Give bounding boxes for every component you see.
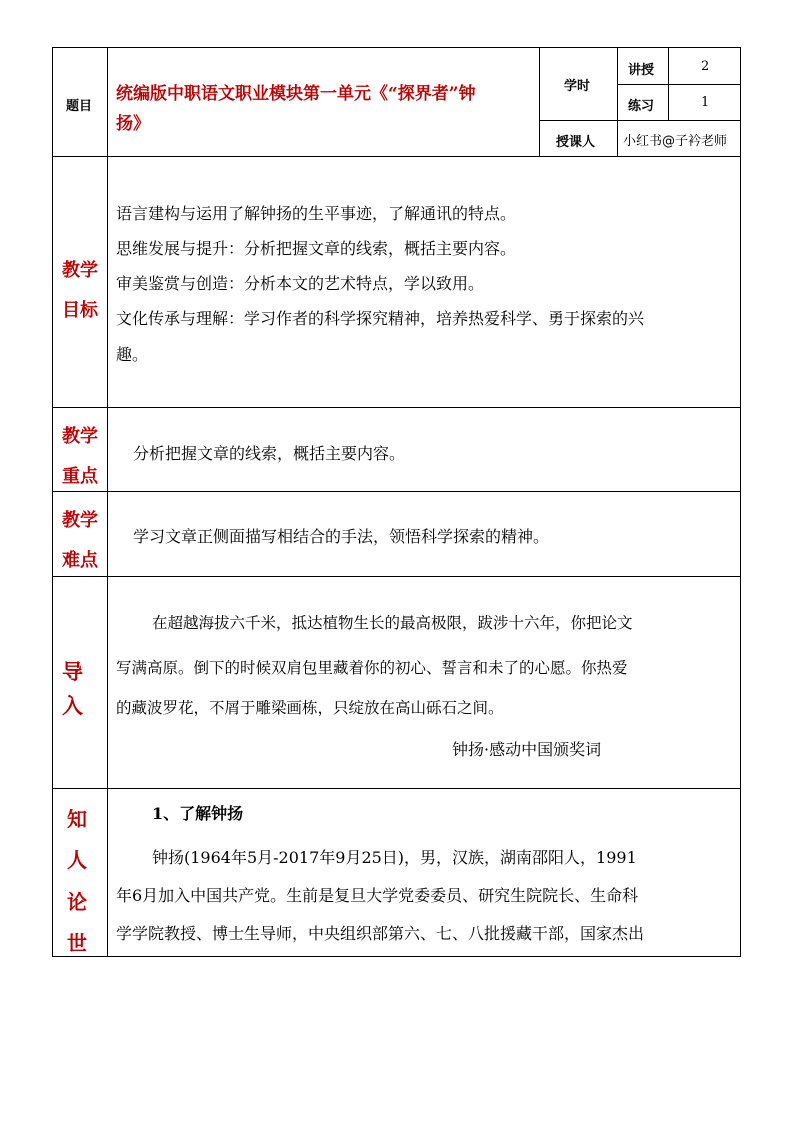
lesson-title-line2: 扬》 [116,114,150,134]
difficulty-label-line2: 难点 [62,550,98,571]
keypoint-row-bottom [52,491,741,492]
difficulty-row-bottom [52,576,741,577]
lecture-hours-value: 2 [701,59,710,74]
objectives-label-line1: 教学 [62,260,98,281]
lecture-label: 讲授 [628,63,655,78]
intro-line: 在超越海拔六千米，抵达植物生长的最高极限，跋涉十六年，你把论文 [152,614,633,632]
table-border-left [52,47,53,957]
intro-attribution: 钟扬·感动中国颁奖词 [452,740,602,759]
objective-line: 趣。 [116,345,149,364]
objective-line: 文化传承与理解：学习作者的科学探究精神，培养热爱科学、勇于探索的兴 [116,309,645,328]
teacher-label: 授课人 [556,135,596,150]
hours-value-divider [668,47,669,121]
teacher-row-divider [539,120,741,121]
objectives-row-bottom [52,407,741,408]
title-column-divider [539,47,540,157]
hours-column-divider [617,47,618,157]
objectives-label-line2: 目标 [62,300,98,321]
background-label-char: 世 [67,931,87,955]
intro-line: 的藏波罗花，不屑于雕梁画栋，只绽放在高山砾石之间。 [116,699,504,717]
intro-line: 写满高原。倒下的时候双肩包里藏着你的初心、誓言和未了的心愿。你热爱 [116,659,628,677]
teacher-name: 小红书@子衿老师 [623,134,728,149]
keypoint-label-line1: 教学 [62,426,98,447]
label-column-divider [107,47,108,957]
objective-line: 语言建构与运用了解钟扬的生平事迹，了解通讯的特点。 [116,204,517,223]
table-border-bottom [52,956,741,957]
background-label-char: 人 [67,848,87,872]
table-border-top [52,47,741,48]
objective-line: 审美鉴赏与创造：分析本文的艺术特点，学以致用。 [116,274,485,293]
keypoint-label-line2: 重点 [62,466,98,487]
difficulty-label-line1: 教学 [62,510,98,531]
practice-hours-value: 1 [701,95,710,110]
header-row-bottom [52,156,741,157]
title-label: 题目 [66,99,93,114]
keypoint-text: 分析把握文章的线索，概括主要内容。 [133,444,406,463]
background-line: 钟扬(1964年5月-2017年9月25日)，男，汉族，湖南邵阳人，1991 [152,848,637,867]
lesson-title-line1: 统编版中职语文职业模块第一单元《“探界者”钟 [116,84,476,104]
background-label-char: 知 [67,807,87,831]
intro-label-line1: 导 [62,659,83,684]
objective-line: 思维发展与提升：分析把握文章的线索，概括主要内容。 [116,239,517,258]
hours-row-divider [617,84,741,85]
background-line: 年6月加入中国共产党。生前是复旦大学党委委员、研究生院院长、生命科 [116,886,639,905]
background-heading: 1、了解钟扬 [152,804,244,823]
difficulty-text: 学习文章正侧面描写相结合的手法，领悟科学探索的精神。 [133,527,550,546]
background-label-char: 论 [67,890,87,914]
hours-label: 学时 [564,79,591,94]
background-line: 学学院教授、博士生导师，中央组织部第六、七、八批援藏干部，国家杰出 [116,924,645,943]
intro-row-bottom [52,788,741,789]
intro-label-line2: 入 [62,693,83,718]
table-border-right [740,47,741,957]
practice-label: 练习 [628,99,655,114]
